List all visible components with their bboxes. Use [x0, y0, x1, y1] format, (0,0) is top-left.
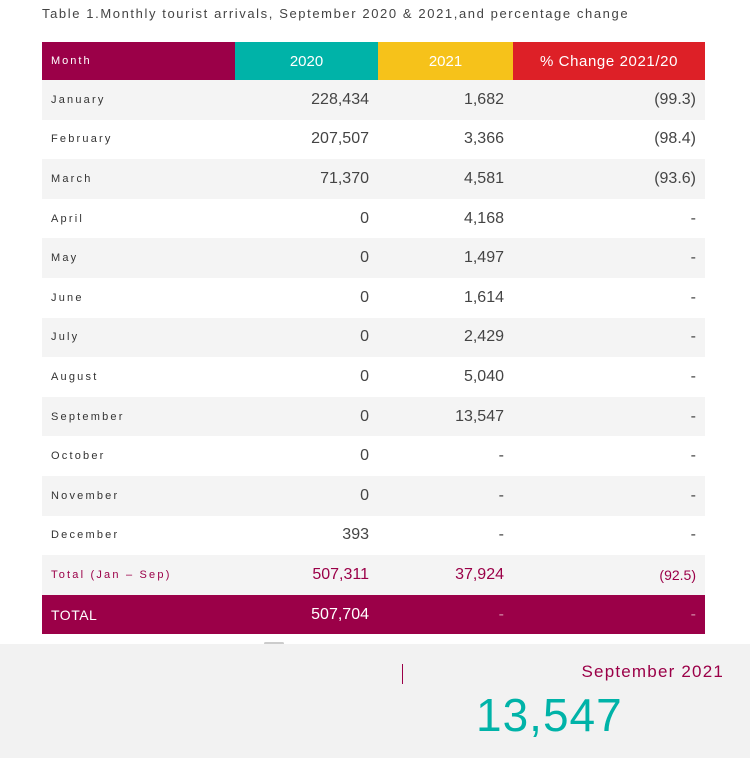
table-header-row: [42, 42, 705, 80]
footer-highlight-panel: [0, 644, 750, 758]
header-2020: 2020: [235, 42, 378, 80]
value-2020-cell: 0: [235, 238, 378, 278]
value-2020-cell: 71,370: [235, 159, 378, 199]
value-2021-cell: 1,614: [378, 278, 513, 318]
value-2020-cell: 393: [235, 516, 378, 556]
table-row: [42, 199, 705, 239]
table-row: [42, 397, 705, 437]
value-2021-cell: 2,429: [378, 318, 513, 358]
change-cell: (98.4): [513, 120, 705, 160]
total-2021: -: [378, 595, 513, 635]
change-cell: -: [513, 436, 705, 476]
grand-total-row: [42, 595, 705, 635]
value-2020-cell: 0: [235, 278, 378, 318]
header-2021: 2021: [378, 42, 513, 80]
change-cell: -: [513, 357, 705, 397]
value-2021-cell: 13,547: [378, 397, 513, 437]
footer-arrivals-value: 13,547: [476, 689, 623, 741]
month-cell: January: [42, 80, 235, 120]
change-cell: -: [513, 199, 705, 239]
value-2021-cell: 3,366: [378, 120, 513, 160]
table-row: [42, 318, 705, 358]
value-2021-cell: -: [378, 476, 513, 516]
month-cell: June: [42, 278, 235, 318]
month-cell: November: [42, 476, 235, 516]
value-2020-cell: 0: [235, 436, 378, 476]
table-row: [42, 120, 705, 160]
month-cell: December: [42, 516, 235, 556]
value-2020-cell: 0: [235, 199, 378, 239]
table-row: [42, 159, 705, 199]
value-2020-cell: 207,507: [235, 120, 378, 160]
month-cell: May: [42, 238, 235, 278]
month-cell: August: [42, 357, 235, 397]
value-2020-cell: 0: [235, 318, 378, 358]
change-cell: (99.3): [513, 80, 705, 120]
value-2021-cell: -: [378, 436, 513, 476]
month-cell: February: [42, 120, 235, 160]
subtotal-label: Total (Jan – Sep): [42, 555, 235, 595]
table-row: [42, 80, 705, 120]
change-cell: -: [513, 516, 705, 556]
change-cell: -: [513, 278, 705, 318]
table-row: [42, 238, 705, 278]
header-month: Month: [42, 42, 235, 80]
value-2021-cell: -: [378, 516, 513, 556]
change-cell: -: [513, 476, 705, 516]
table-title: Table 1.Monthly tourist arrivals, September 2020 & 2021,and percentage change: [42, 6, 630, 21]
month-cell: September: [42, 397, 235, 437]
value-2021-cell: 4,581: [378, 159, 513, 199]
subtotal-row: [42, 555, 705, 595]
month-cell: July: [42, 318, 235, 358]
month-cell: March: [42, 159, 235, 199]
value-2020-cell: 0: [235, 357, 378, 397]
change-cell: -: [513, 238, 705, 278]
table-row: [42, 436, 705, 476]
value-2021-cell: 1,497: [378, 238, 513, 278]
table-row: [42, 516, 705, 556]
header-percent-change: % Change 2021/20: [513, 42, 705, 80]
tourist-arrivals-table: [42, 42, 705, 634]
subtotal-change: (92.5): [513, 555, 705, 595]
value-2020-cell: 0: [235, 476, 378, 516]
change-cell: -: [513, 318, 705, 358]
value-2021-cell: 4,168: [378, 199, 513, 239]
total-change: -: [513, 595, 705, 635]
subtotal-2020: 507,311: [235, 555, 378, 595]
footer-divider: [402, 664, 403, 684]
total-label: TOTAL: [42, 595, 235, 635]
footer-period-label: September 2021: [581, 662, 724, 681]
month-cell: April: [42, 199, 235, 239]
table-row: [42, 357, 705, 397]
value-2020-cell: 228,434: [235, 80, 378, 120]
table-row: [42, 476, 705, 516]
month-cell: October: [42, 436, 235, 476]
change-cell: (93.6): [513, 159, 705, 199]
total-2020: 507,704: [235, 595, 378, 635]
subtotal-2021: 37,924: [378, 555, 513, 595]
change-cell: -: [513, 397, 705, 437]
value-2020-cell: 0: [235, 397, 378, 437]
value-2021-cell: 5,040: [378, 357, 513, 397]
table-row: [42, 278, 705, 318]
value-2021-cell: 1,682: [378, 80, 513, 120]
